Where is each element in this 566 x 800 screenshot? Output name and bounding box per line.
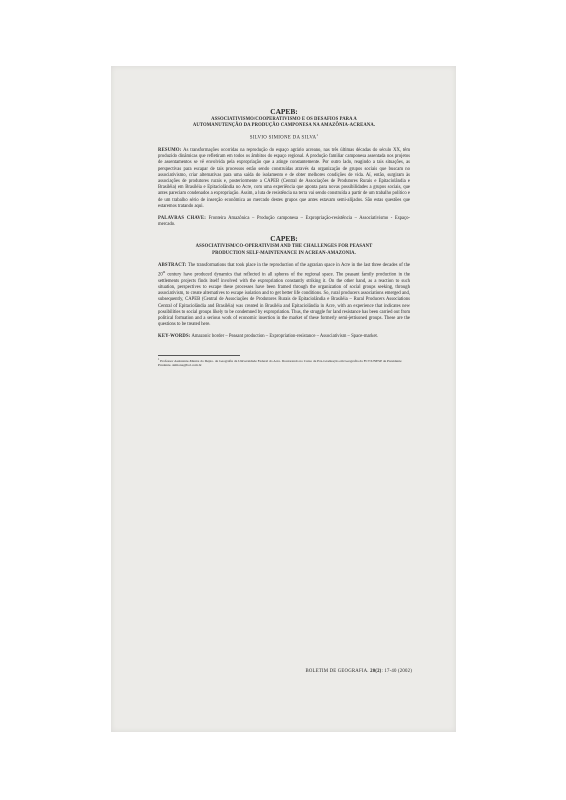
abstract-paragraph <box>158 263 410 329</box>
abstract-label: ABSTRACT: <box>158 262 187 268</box>
page-content <box>158 107 410 368</box>
journal-citation <box>305 669 412 675</box>
subtitle-pt-line2: AUTOMANUTENÇÃO DA PRODUÇÃO CAMPONESA NA AMAZÔNIA-ACREANA. <box>192 123 376 129</box>
palavras-chave-label: PALAVRAS CHAVE: <box>158 216 207 222</box>
abstract-text-part1: The transformations that took place in the reproduction of the agrarian space in Acre in the last three decades of the 20 <box>158 262 410 278</box>
key-words-paragraph <box>158 334 410 340</box>
article-subtitle-pt <box>158 117 410 129</box>
journal-pages: : 17-40 (2002) <box>381 669 412 674</box>
journal-name: BOLETIM DE GEOGRAFIA. <box>305 669 369 674</box>
key-words-label: KEY-WORDS: <box>158 334 191 340</box>
journal-volume: 20(2) <box>370 669 382 674</box>
palavras-chave-paragraph <box>158 216 410 228</box>
article-title-en: CAPEB: <box>270 234 298 244</box>
author-name <box>158 132 410 142</box>
abstract-superscript: th <box>162 270 166 275</box>
subtitle-en-line1: ASSOCIATIVISM/CO-OPERATIVISM AND THE CHALLENGES FOR PEASANT <box>195 244 373 250</box>
resumo-label: RESUMO: <box>158 148 182 154</box>
paper-page <box>111 66 456 732</box>
footnote-divider <box>158 355 240 356</box>
resumo-paragraph <box>158 148 410 210</box>
footnote <box>158 358 410 368</box>
footnote-mark: 1 <box>158 357 160 361</box>
palavras-chave-text: Fronteira Amazônica – Produção camponesa – Expropriação-resistência – Associativismo - Espaço-mercado. <box>158 216 410 228</box>
key-words-text: Amazonic border – Peasant production – Expropriation-resistance – Associativism – Space-market. <box>190 334 379 340</box>
author-footnote-mark: 1 <box>316 133 319 138</box>
article-title-pt: CAPEB: <box>270 107 298 116</box>
footnote-text: Professor Assistente-Mestre do Depto. de Geografia da Universidade Federal do Acre. Doutorando no Curso de Pós-Graduação em Geografia da FCT/UNESP de Presidente Prudente. simione@bol.com.br <box>158 358 402 368</box>
abstract-text-part2: century have produced dynamics that reflected in all spheres of the regional space. The peasant family production in the settlements projects finds itself involved with the expropriation constantly striking it. On the other hand, as a reaction to such situation, perspectives to escape these processes have been framed through the organization of social groups seeking, through associativism, to create alternatives to escape isolation and to get better life conditions. So, rural producers associations emerged and, subsequently, CAPEB (Central de Associações de Produtores Rurais de Epitaciolândia e Brasiléia – Rural Producers Associations Central of Epitaciolândia and Brasiléia) was created in Brasiléia and Epitaciolândia in Acre, with an experience that indicates new possibilities to social groups likely to be condemned by expropriation. Thus, the struggle for land resistance has been carried out from political formation and a serious work of economic insertion in the market of these formerly semi-jettisoned groups. These are the questions to be treated here. <box>158 272 410 328</box>
article-subtitle-en <box>158 244 410 256</box>
subtitle-en-line2: PRODUCTION SELF-MAINTENANCE IN ACREAN-AMAZONIA. <box>212 250 356 256</box>
subtitle-pt-line1: ASSOCIATIVISMO/COOPERATIVISMO E OS DESAFIOS PARA A <box>211 117 357 122</box>
author-text: SILVIO SIMIONE DA SILVA <box>249 136 317 142</box>
resumo-text: As transformações ocorridas na reprodução do espaço agrário acreano, nas três últimas décadas do século XX, têm produzido dinâmicas que refletiram em todos os âmbitos do espaço regional. A produção familiar camponesa assentada nos projetos de assentamentos se vê envolvida pela expropriação que a atinge constantemente. Por outro lado, reagindo a tais situações, as perspectivas para escapar de tais processos estão sendo construídas através da organização de grupos sociais que buscam no associativismo, criar alternativas para uma saída do isolamento e de obter melhores condições de vida. Aí, então, surgiram às associações de produtores rurais e, posteriormente a CAPEB (Central de Associações de Produtores Rurais e Epitaciolândia e Brasiléia) em Brasiléia e Epitaciolândia no Acre, com uma experiência que aponta para novas possibilidades a grupos sociais, que antes pareciam condenados a expropriação. Assim, a luta de resistência na terra vai sendo construída a partir de um trabalho político e de um trabalho sério de inserção econômica ao mercado destes grupos que antes estavam semi-alijados. São estas questões que estaremos tratando aqui. <box>158 148 410 209</box>
